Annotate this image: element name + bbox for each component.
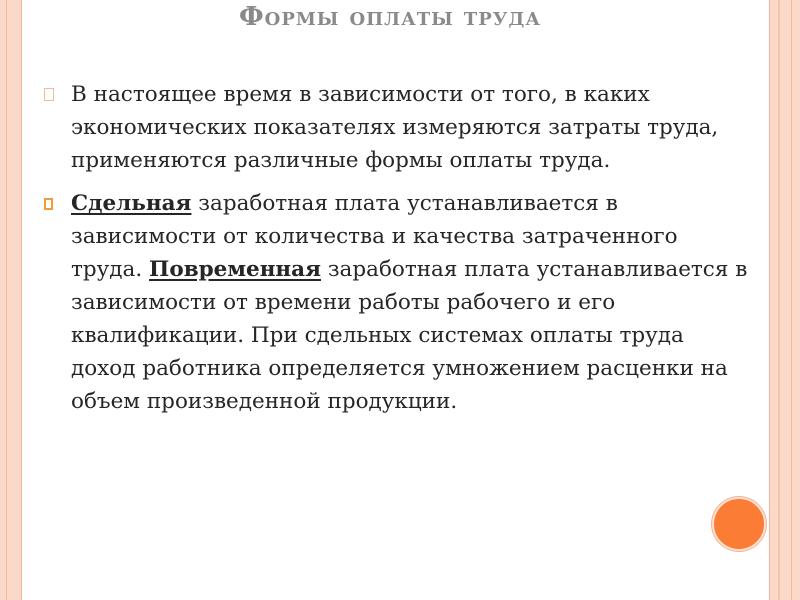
left-border-decoration xyxy=(0,0,22,600)
right-border-line xyxy=(778,0,780,600)
bullet-item xyxy=(44,187,754,418)
left-border-line xyxy=(6,0,7,600)
bullet-filled-icon xyxy=(44,198,53,210)
bullet-item xyxy=(44,78,754,177)
slide-title: Формы оплаты труда xyxy=(238,2,542,32)
slide-body xyxy=(44,78,754,428)
right-border-decoration xyxy=(769,0,800,600)
decorative-circle xyxy=(712,497,766,551)
paragraph-intro: В настоящее время в зависимости от того, в каких экономических показателях измеряются затраты труда, применяются различные формы оплаты труда. xyxy=(71,82,719,173)
term-piecework: Сдельная xyxy=(71,191,192,216)
right-border-line xyxy=(791,0,792,600)
paragraph-piecework-text: заработная плата устанавливается в зависимости от количества и качества затраченного труда. xyxy=(71,191,678,282)
bullet-outline-icon xyxy=(44,88,54,101)
paragraph-time-based-text: заработная плата устанавливается в зависимости от времени работы рабочего и его квалификации. При сдельных системах оплаты труда доход работника определяется умножением расценки на объем произведенной продукции. xyxy=(71,257,748,414)
term-time-based: Повременная xyxy=(149,257,321,282)
